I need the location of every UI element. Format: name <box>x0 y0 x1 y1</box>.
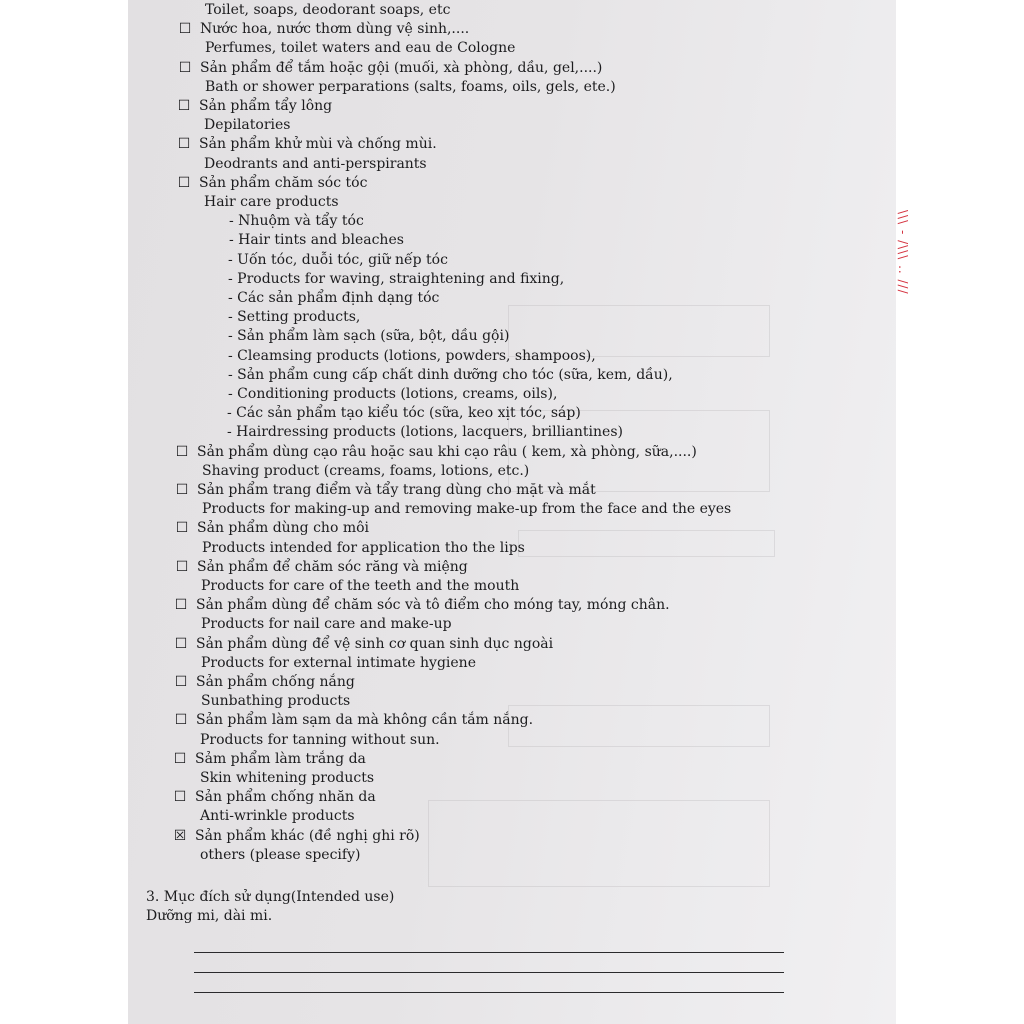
item-translation <box>200 846 360 865</box>
red-handwritten-mark: \\\ - /\\\ .. /// <box>896 210 910 295</box>
line-text: - Hairdressing products (lotions, lacquers, brilliantines) <box>227 424 623 441</box>
item-translation <box>227 404 581 423</box>
line-text: - Products for waving, straightening and fixing, <box>228 270 565 287</box>
line-text: - Cleamsing products (lotions, powders, shampoos), <box>228 347 596 364</box>
item-translation <box>228 308 360 327</box>
checklist-item <box>178 59 602 78</box>
checklist-item <box>175 558 468 577</box>
line-text: 3. Mục đích sử dụng(Intended use) <box>146 889 395 906</box>
item-translation <box>202 462 529 481</box>
checklist-item <box>173 788 376 807</box>
checkbox-icon: ☐ <box>173 750 187 767</box>
item-translation <box>204 155 427 174</box>
line-text: Shaving product (creams, foams, lotions, etc.) <box>202 462 530 479</box>
checkbox-icon: ☐ <box>174 597 188 614</box>
checkbox-icon: ☐ <box>177 174 191 191</box>
checkbox-icon: ☐ <box>177 136 191 153</box>
checkbox-icon: ☐ <box>174 674 188 690</box>
line-text: Sản phẩm làm sạm da mà không cần tắm nắng. <box>196 712 534 729</box>
item-translation <box>202 500 731 519</box>
item-translation <box>205 39 515 58</box>
line-text: - Setting products, <box>228 309 361 326</box>
checklist-item <box>178 20 469 39</box>
checkbox-icon: ☐ <box>175 520 189 537</box>
checklist-item <box>177 135 437 154</box>
line-text: Sản phẩm dùng cạo râu hoặc sau khi cạo râu ( kem, xà phòng, sữa,....) <box>197 443 697 460</box>
checkbox-icon: ☐ <box>174 712 188 729</box>
document-page <box>128 0 910 1024</box>
checklist-item <box>175 519 369 538</box>
checkbox-icon: ☐ <box>173 789 187 806</box>
line-text: - Uốn tóc, duỗi tóc, giữ nếp tóc <box>228 251 448 268</box>
item-translation <box>205 1 450 20</box>
checklist-item <box>174 635 553 654</box>
checkbox-icon: ☐ <box>178 59 192 76</box>
line-text: Deodrants and anti-perspirants <box>204 155 427 172</box>
line-text: Sản phẩm chống nhăn da <box>195 789 376 806</box>
blank-line-2 <box>194 972 784 973</box>
line-text: Sản phẩm chăm sóc tóc <box>199 174 368 191</box>
checklist-item <box>175 443 697 462</box>
section-text <box>146 888 394 907</box>
line-text: Hair care products <box>204 194 339 210</box>
checkbox-icon: ☐ <box>175 443 189 460</box>
line-text: Sản phẩm khử mùi và chống mùi. <box>199 136 437 153</box>
line-text: Sản phẩm để tắm hoặc gội (muối, xà phòng, dầu, gel,....) <box>200 59 603 76</box>
item-translation <box>200 769 374 788</box>
checkbox-icon: ☐ <box>174 635 188 652</box>
item-translation <box>227 423 623 442</box>
line-text: Perfumes, toilet waters and eau de Cologne <box>205 40 516 57</box>
item-translation <box>201 692 350 711</box>
blank-line-3 <box>194 992 784 993</box>
line-text: Sảm phẩm làm trắng da <box>195 750 366 767</box>
item-translation <box>229 231 404 250</box>
line-text: Anti-wrinkle products <box>200 808 355 825</box>
checklist-item <box>173 750 366 769</box>
line-text: Sản phẩm tẩy lông <box>199 98 333 114</box>
line-text: others (please specify) <box>200 846 361 863</box>
item-translation <box>202 539 525 558</box>
checklist-item <box>177 174 367 193</box>
item-translation <box>201 654 476 673</box>
line-text: Depilatories <box>204 117 291 134</box>
line-text: - Các sản phẩm định dạng tóc <box>228 290 440 306</box>
checked-box-icon: ☒ <box>173 827 187 844</box>
item-translation <box>205 78 616 97</box>
line-text: Sản phẩm để chăm sóc răng và miệng <box>197 558 468 575</box>
line-text: - Hair tints and bleaches <box>229 232 404 249</box>
checkbox-icon: ☐ <box>177 98 191 114</box>
item-translation <box>228 270 564 289</box>
item-translation <box>228 289 439 308</box>
line-text: Sản phẩm dùng để vệ sinh cơ quan sinh dục ngoài <box>196 635 554 652</box>
line-text: Products intended for application tho the lips <box>202 539 525 556</box>
line-text: Toilet, soaps, deodorant soaps, etc <box>205 2 451 18</box>
checklist-item <box>173 827 420 846</box>
line-text: Sản phẩm trang điểm và tẩy trang dùng cho mặt và mắt <box>197 482 596 498</box>
line-text: Dưỡng mi, dài mi. <box>146 908 273 925</box>
checklist-item <box>174 596 670 615</box>
checklist-item <box>174 711 533 730</box>
line-text: Nước hoa, nước thơm dùng vệ sinh,.... <box>200 21 470 38</box>
checklist-item <box>177 97 332 116</box>
line-text: Products for making-up and removing make-up from the face and the eyes <box>202 501 732 518</box>
line-text: Sản phẩm khác (đề nghị ghi rõ) <box>195 827 420 844</box>
line-text: Skin whitening products <box>200 770 375 786</box>
line-text: Products for external intimate hygiene <box>201 654 476 671</box>
item-translation <box>228 366 673 385</box>
item-translation <box>228 251 448 270</box>
item-translation <box>228 347 596 366</box>
checkbox-icon: ☐ <box>178 21 192 38</box>
item-translation <box>204 116 290 135</box>
line-text: Sản phẩm dùng để chăm sóc và tô điểm cho móng tay, móng chân. <box>196 597 670 614</box>
line-text: Products for tanning without sun. <box>200 731 440 748</box>
item-translation <box>229 212 364 231</box>
line-text: - Sản phẩm cung cấp chất dinh dưỡng cho tóc (sữa, kem, dầu), <box>228 366 673 383</box>
line-text: Bath or shower perparations (salts, foams, oils, gels, ete.) <box>205 78 616 95</box>
line-text: Products for nail care and make-up <box>201 616 452 633</box>
item-translation <box>204 193 339 212</box>
line-text: Products for care of the teeth and the mouth <box>201 578 520 594</box>
line-text: Sản phẩm chống nắng <box>196 674 355 690</box>
line-text: Sản phẩm dùng cho môi <box>197 520 370 537</box>
checkbox-icon: ☐ <box>175 558 189 575</box>
item-translation <box>200 731 440 750</box>
item-translation <box>200 807 355 826</box>
item-translation <box>201 577 519 596</box>
item-translation <box>228 385 557 404</box>
line-text: - Sản phẩm làm sạch (sữa, bột, dầu gội) <box>228 328 510 345</box>
line-text: - Nhuộm và tẩy tóc <box>229 213 364 230</box>
checklist-item <box>175 481 596 500</box>
checklist-item <box>174 673 355 692</box>
section-text <box>146 907 272 926</box>
line-text: - Conditioning products (lotions, creams, oils), <box>228 386 558 402</box>
blank-line-1 <box>194 952 784 953</box>
line-text: - Các sản phẩm tạo kiểu tóc (sữa, keo xịt tóc, sáp) <box>227 405 581 422</box>
checkbox-icon: ☐ <box>175 482 189 498</box>
item-translation <box>201 615 452 634</box>
item-translation <box>228 327 509 346</box>
line-text: Sunbathing products <box>201 693 351 710</box>
